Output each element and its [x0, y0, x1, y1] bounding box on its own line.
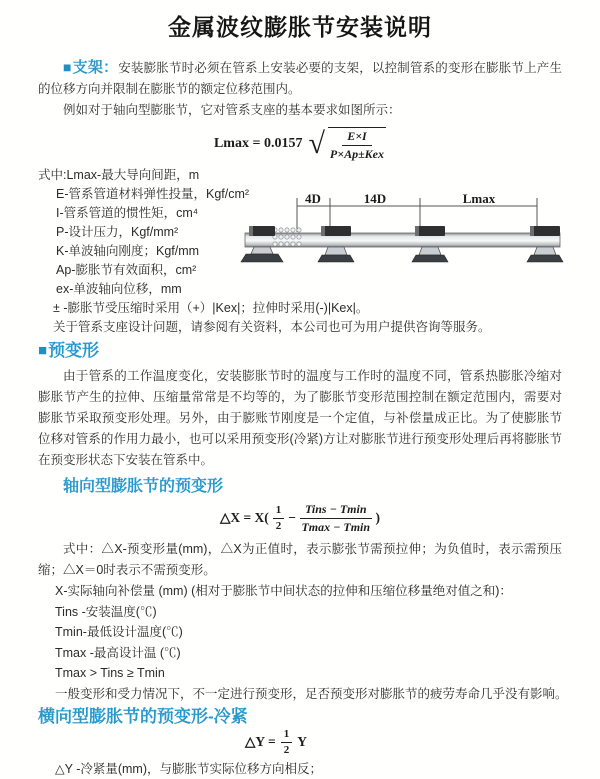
definition-line: X-实际轴向补偿量 (mm) (相对于膨胀节中间状态的拉伸和压缩位移量绝对值之和)： [55, 584, 512, 598]
temperature-fraction [300, 502, 372, 534]
temperature-fraction-numerator: Tins − Tmin [300, 502, 372, 518]
section-square-icon: ■ [63, 59, 72, 75]
temperature-fraction-denominator: Tmax − Tmin [301, 519, 371, 534]
lateral-predeform-formula [245, 729, 562, 755]
plus-minus-rule-line: ± -膨胀节受压缩时采用（+）|Kex|；拉伸时采用(-)|Kex|。 [53, 301, 369, 315]
axial-definition-lines [38, 581, 568, 704]
support-example-line: 例如对于轴向型膨胀节，它对管系支座的基本要求如图所示： [63, 103, 401, 117]
lateral-formula-lhs: △Y = [245, 734, 276, 749]
half-denominator: 2 [275, 519, 282, 532]
axial-formula-explanation: 式中：△X-预变形量(mm)，△X为正值时，表示膨张节需预拉伸；为负值时，表示需预压缩；△X＝0时表示不需预变形。 [38, 542, 562, 577]
support-intro-text: 安装膨胀节时必须在管系上安装必要的支架，以控制管系的变形在膨胀节上产生的位移方向并限制在膨胀节的额定位移范围内。 [38, 61, 562, 96]
support-section-label: 支架： [72, 59, 119, 76]
axial-predeform-heading: 轴向型膨胀节的预变形 [63, 478, 224, 495]
predeform-body-paragraph: 由于管系的工作温度变化，安装膨胀节时的温度与工作时的温度不同，管系热膨胀冷缩对膨胀节产生的拉伸、压缩量常常是不均等的，为了膨胀节变形范围控制在额定范围内，需要对膨胀节采取预变形处理。另外，由于膨账节刚度是一个定值，与补偿量成正比。为了使膨胀节位移对管系的作用力最小，也可以采用预变形(冷紧)方让对膨胀节进行预变形处理后再将膨胀节在预变形状态下安装在管系中。 [38, 369, 562, 467]
lmax-fraction-denominator: P×Ap±Kex [329, 146, 385, 161]
pipe-support-diagram [241, 192, 571, 280]
half-numerator: 1 [281, 728, 293, 742]
half-denominator: 2 [283, 743, 290, 756]
lmax-fraction [330, 129, 384, 161]
lateral-formula-rhs: Y [297, 734, 307, 749]
predeform-section-heading [38, 341, 562, 361]
dimension-label-14d: 14D [363, 191, 387, 206]
predeform-heading-label: 预变形 [48, 341, 100, 360]
definition-line: 式中:Lmax-最大导向间距，m [38, 168, 200, 182]
dimension-label-lmax: Lmax [462, 191, 496, 206]
one-half-fraction [273, 504, 285, 531]
lateral-predeform-heading: 横向型膨胀节的预变形-冷紧 [38, 707, 248, 726]
definition-line: ex-单波轴向位移，mm [56, 282, 182, 296]
lmax-formula [38, 126, 562, 162]
lmax-fraction-numerator: E×I [342, 129, 372, 145]
page-title: 金属波纹膨胀节安装说明 [168, 14, 432, 40]
axial-predeform-formula [38, 500, 562, 536]
definition-line: K-单波轴向刚度；Kgf/mm [56, 244, 200, 258]
sqrt-body [328, 127, 386, 161]
support-note-line: 关于管系支座设计问题，请参阅有关资料，本公司也可为用户提供咨询等服务。 [53, 320, 491, 334]
definition-line: Tins -安装温度(℃) [55, 604, 157, 619]
section-square-icon: ■ [38, 342, 48, 359]
definition-line: P-设计压力，Kgf/mm² [56, 225, 179, 239]
axial-formula-lhs: △X = X( [219, 510, 269, 525]
dimension-label-4d: 4D [305, 191, 321, 206]
definition-line: Tmin-最低设计温度(℃) [55, 625, 183, 639]
definition-line: 一般变形和受力情况下，不一定进行预变形，足否预变形对膨胀节的疲劳寿命几乎没有影响。 [55, 686, 568, 701]
lmax-formula-lhs: Lmax = 0.0157 [213, 136, 303, 151]
definition-line: Tmax -最高设计温 (℃) [55, 645, 181, 660]
definition-line: E-管系管道材料弹性投量，Kgf/cm² [56, 187, 250, 201]
sqrt-radical-icon: √ [308, 127, 325, 160]
bellows-icon [273, 228, 301, 246]
one-half-fraction [281, 728, 293, 755]
definition-line: I-管系管道的惯性矩，cm⁴ [56, 206, 199, 220]
minus-sign: − [288, 510, 296, 525]
close-paren: ) [375, 510, 381, 525]
definition-line: Tmax > Tins ≥ Tmin [55, 666, 165, 680]
lateral-formula-explanation: △Y -冷紧量(mm)，与膨胀节实际位移方向相反； [55, 762, 323, 776]
definition-line: Ap-膨胀节有效面积，cm² [56, 263, 197, 277]
half-numerator: 1 [273, 504, 285, 518]
definitions-and-diagram [38, 166, 562, 337]
support-intro-paragraph [38, 57, 562, 100]
